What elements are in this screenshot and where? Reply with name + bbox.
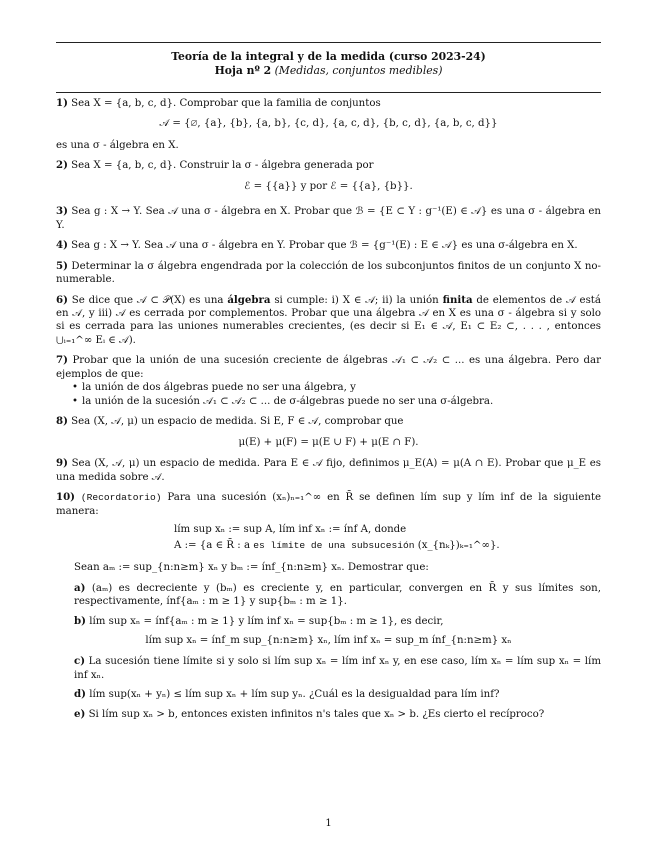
- problem-6: [56, 294, 601, 348]
- display-formula: μ(E) + μ(F) = μ(E ∪ F) + μ(E ∩ F).: [238, 436, 419, 448]
- problem-1: [56, 97, 601, 152]
- problem-text: Sea g : X → Y. Sea 𝒜 una σ - álgebra en Y. Probar que ℬ = {g⁻¹(E) : E ∈ 𝒜} es una σ-álgebra en X.: [71, 240, 578, 252]
- problem-text: Probar que la unión de una sucesión creciente de álgebras 𝒜₁ ⊂ 𝒜₂ ⊂ ... es una álgebra. Pero dar ejemplos de que:: [56, 355, 601, 380]
- subitem-text: (aₘ) es decreciente y (bₘ) es creciente y, en particular, convergen en R̄ y sus límites son, respectivamente, ínf{aₘ : m ≥ 1} y sup{bₘ : m ≥ 1}.: [74, 582, 601, 608]
- top-rule: [56, 42, 601, 43]
- bold-term-finita: finita: [442, 293, 473, 306]
- subitem-label: e): [74, 707, 86, 720]
- problem-5: [56, 260, 601, 287]
- problem-text-after: es una σ - álgebra en X.: [56, 139, 179, 151]
- subitem-d: [56, 688, 601, 701]
- subitem-e: [56, 708, 601, 721]
- bold-term-algebra: álgebra: [227, 293, 271, 306]
- problem-3: [56, 205, 601, 232]
- problem-text-1: Se dice que 𝒜 ⊂ 𝒫(X) es una: [71, 294, 228, 306]
- problem-text: Sea g : X → Y. Sea 𝒜 una σ - álgebra en X. Probar que ℬ = {E ⊂ Y : g⁻¹(E) ∈ 𝒜} es una σ - álgebra en Y.: [56, 206, 601, 231]
- definition-set-a-start: A := {a ∈ R̄ : a: [174, 539, 254, 551]
- subitem-text: lím sup xₙ = ínf{aₘ : m ≥ 1} y lím inf xₙ = sup{bₘ : m ≥ 1}, es decir,: [89, 615, 444, 627]
- problem-text: Sea (X, 𝒜, μ) un espacio de medida. Para E ∈ 𝒜 fijo, definimos μ_E(A) = μ(A ∩ E). Probar que μ_E es una medida sobre 𝒜.: [56, 458, 601, 483]
- problem-number: 10): [56, 490, 75, 503]
- problem-text: Determinar la σ álgebra engendrada por la colección de los subconjuntos finitos de un conjunto X no-numerable.: [56, 260, 601, 286]
- problem-text: Sea (X, 𝒜, μ) un espacio de medida. Si E, F ∈ 𝒜, comprobar que: [71, 416, 404, 428]
- problem-number: 3): [56, 205, 68, 218]
- problem-4: [56, 239, 601, 252]
- problem-10-intro: Sean aₘ := sup_{n:n≥m} xₙ y bₘ := ínf_{n:n≥m} xₙ. Demostrar que:: [74, 562, 429, 574]
- sheet-line: [56, 64, 601, 78]
- definition-set-a-mono: es límite de una subsucesión: [253, 539, 415, 551]
- problem-number: 1): [56, 97, 68, 109]
- definition-set-a-end: (x_{nₖ})ₖ₌₁^∞}.: [414, 539, 500, 551]
- problem-text: Sea X = {a, b, c, d}. Construir la σ - álgebra generada por: [71, 160, 374, 172]
- definition-set-a: [174, 539, 601, 553]
- definitions: [174, 523, 601, 552]
- problem-number: 7): [56, 354, 68, 367]
- subitem-c: [56, 655, 601, 682]
- subitem-text: Si lím sup xₙ > b, entonces existen infinitos n's tales que xₙ > b. ¿Es cierto el recíproco?: [88, 708, 545, 720]
- subitem-a: [56, 582, 601, 609]
- problem-9: [56, 457, 601, 484]
- page-title: Teoría de la integral y de la medida (curso 2023-24): [171, 50, 486, 63]
- subitem-label: a): [74, 581, 86, 594]
- definition-limsup-liminf: lím sup xₙ := sup A, lím inf xₙ := ínf A, donde: [174, 524, 407, 536]
- problem-number: 5): [56, 259, 68, 272]
- subitem-label: c): [74, 655, 86, 668]
- sheet-subtitle: (Medidas, conjuntos medibles): [274, 64, 443, 78]
- problem-text: Para una sucesión (xₙ)ₙ₌₁^∞ en R̄ se definen lím sup y lím inf de la siguiente manera:: [56, 491, 601, 517]
- page: [56, 0, 601, 848]
- problem-text-2: si cumple: i) X ∈ 𝒜; ii) la unión: [270, 294, 443, 306]
- bullet-item: • la unión de la sucesión 𝒜₁ ⊂ 𝒜₂ ⊂ ... de σ-álgebras puede no ser una σ-álgebra.: [82, 395, 601, 408]
- problem-list: [56, 97, 601, 727]
- page-number: 1: [325, 818, 332, 829]
- subitem-text: La sucesión tiene límite si y solo si lím sup xₙ = lím inf xₙ y, en ese caso, lím xₙ = lím sup xₙ = lím inf xₙ.: [74, 656, 601, 681]
- subitem-label: d): [74, 688, 86, 701]
- problem-number: 2): [56, 159, 68, 172]
- bullet-list: [56, 381, 601, 408]
- header: [56, 50, 601, 79]
- recordatorio-tag: (Recordatorio): [80, 491, 162, 503]
- problem-number: 8): [56, 415, 68, 428]
- sheet-number: Hoja nº 2: [214, 64, 272, 78]
- bottom-rule: [56, 92, 601, 93]
- problem-7: [56, 354, 601, 408]
- problem-text-3: de elementos de 𝒜 está en 𝒜, y iii) 𝒜 es cerrada por complementos. Probar que una álgebra 𝒜 en X es una σ - álgebra si y solo si es cerrada para las uniones numerables crecientes, (es decir si E₁ ∈ 𝒜, E₁ ⊂ E₂ ⊂, . . . , entonces ⋃ᵢ₌₁^∞ Eᵢ ∈ 𝒜).: [56, 294, 601, 346]
- problem-10: [56, 491, 601, 721]
- display-formula: 𝒜 = {∅, {a}, {b}, {a, b}, {c, d}, {a, c, d}, {b, c, d}, {a, b, c, d}}: [159, 118, 498, 130]
- subitem-b: [56, 615, 601, 628]
- problem-8: [56, 415, 601, 449]
- problem-2: [56, 159, 601, 193]
- problem-number: 6): [56, 293, 68, 306]
- problem-text: Sea X = {a, b, c, d}. Comprobar que la familia de conjuntos: [71, 98, 381, 109]
- limsup-liminf-formula: lím sup xₙ = ínf_m sup_{n:n≥m} xₙ, lím inf xₙ = sup_m ínf_{n:n≥m} xₙ: [145, 635, 512, 646]
- subitem-text: lím sup(xₙ + yₙ) ≤ lím sup xₙ + lím sup yₙ. ¿Cuál es la desigualdad para lím inf?: [89, 689, 500, 701]
- bullet-item: • la unión de dos álgebras puede no ser una álgebra, y: [82, 381, 601, 394]
- display-formula: ℰ = {{a}} y por ℰ = {{a}, {b}}.: [244, 180, 413, 192]
- problem-number: 9): [56, 457, 68, 470]
- subitem-label: b): [74, 614, 86, 627]
- problem-number: 4): [56, 239, 68, 252]
